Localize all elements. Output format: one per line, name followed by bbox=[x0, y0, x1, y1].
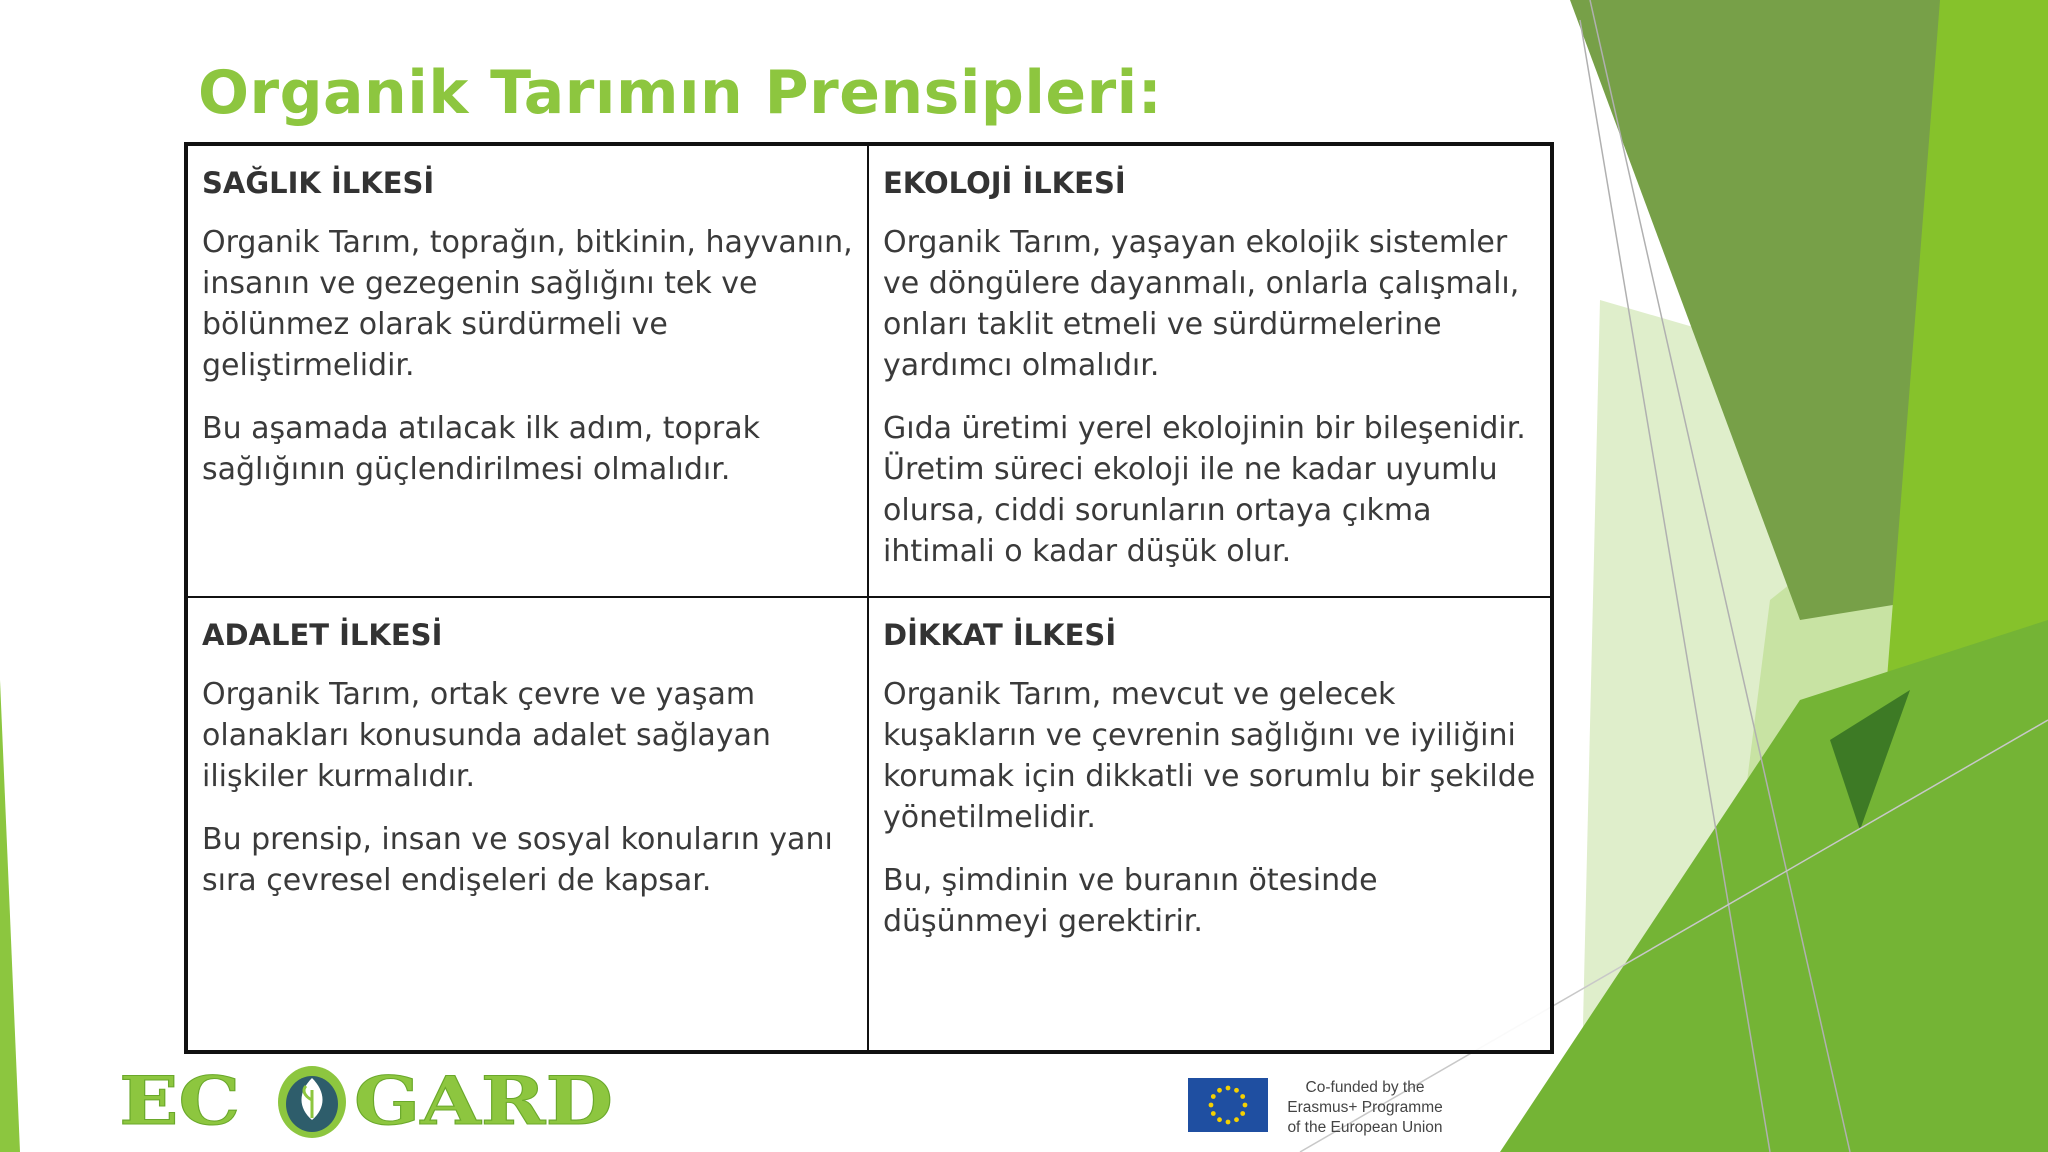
principle-paragraph: Gıda üretimi yerel ekolojinin bir bileşenidir. Üretim süreci ekoloji ile ne kadar uyumlu olursa, ciddi sorunların ortaya çıkma ihtimali o kadar düşük olur. bbox=[883, 411, 1526, 569]
eu-text-line: Erasmus+ Programme bbox=[1287, 1099, 1443, 1116]
eu-text-line: Co-funded by the bbox=[1305, 1079, 1425, 1096]
principle-heading: EKOLOJİ İLKESİ bbox=[883, 166, 1126, 200]
leaf-drop-icon bbox=[278, 1066, 346, 1138]
ecogard-logo bbox=[112, 1056, 712, 1140]
principle-heading: DİKKAT İLKESİ bbox=[883, 618, 1117, 652]
principle-paragraph: Bu prensip, insan ve sosyal konuların yanı sıra çevresel endişeleri de kapsar. bbox=[202, 822, 833, 898]
logo-text-right: GARD bbox=[353, 1062, 614, 1140]
principle-cell-fairness bbox=[188, 598, 869, 1050]
principle-paragraph: Organik Tarım, toprağın, bitkinin, hayvanın, insanın ve gezegenin sağlığını tek ve bölünmez olarak sürdürmeli ve geliştirmelidir. bbox=[202, 225, 853, 383]
principle-cell-care bbox=[869, 598, 1550, 1050]
principles-table bbox=[184, 142, 1554, 1054]
logo-text-left: EC bbox=[119, 1062, 241, 1140]
eu-cofunded-text bbox=[1280, 1078, 1450, 1138]
principle-heading: ADALET İLKESİ bbox=[202, 618, 443, 652]
principle-heading: SAĞLIK İLKESİ bbox=[202, 166, 435, 200]
principle-paragraph: Organik Tarım, yaşayan ekolojik sistemler ve döngülere dayanmalı, onlarla çalışmalı, onları taklit etmeli ve sürdürmelerine yardımcı olmalıdır. bbox=[883, 225, 1520, 383]
slide-title: Organik Tarımın Prensipleri: bbox=[198, 58, 1163, 128]
principle-paragraph: Bu aşamada atılacak ilk adım, toprak sağlığının güçlendirilmesi olmalıdır. bbox=[202, 411, 760, 487]
principle-paragraph: Bu, şimdinin ve buranın ötesinde düşünmeyi gerektirir. bbox=[883, 863, 1378, 939]
principle-cell-ecology bbox=[869, 146, 1550, 598]
eu-text-line: of the European Union bbox=[1287, 1119, 1443, 1136]
eu-flag-icon bbox=[1188, 1078, 1268, 1132]
principle-cell-health bbox=[188, 146, 869, 598]
principle-paragraph: Organik Tarım, mevcut ve gelecek kuşakların ve çevrenin sağlığını ve iyiliğini korumak için dikkatli ve sorumlu bir şekilde yönetilmelidir. bbox=[883, 677, 1536, 835]
left-green-shard bbox=[0, 680, 20, 1152]
principle-paragraph: Organik Tarım, ortak çevre ve yaşam olanakları konusunda adalet sağlayan ilişkiler kurmalıdır. bbox=[202, 677, 771, 794]
